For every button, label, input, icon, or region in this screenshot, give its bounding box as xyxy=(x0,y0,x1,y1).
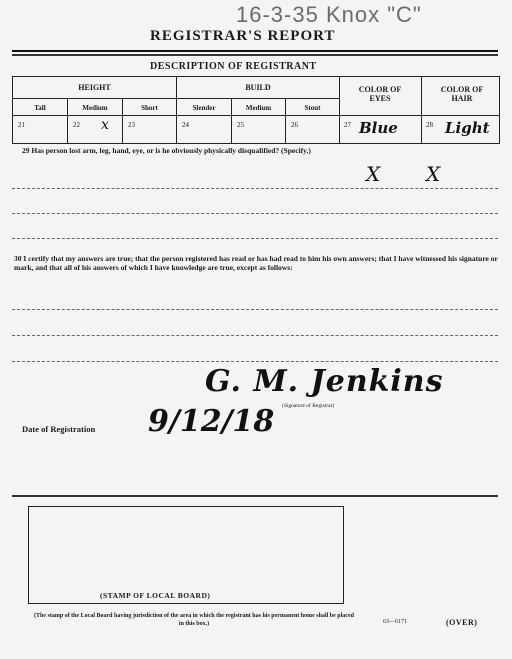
col-medium-build: Medium xyxy=(245,104,272,112)
eyes-header: COLOR OF EYES xyxy=(358,85,402,103)
description-table xyxy=(12,76,500,144)
col-short: Short xyxy=(141,104,158,112)
q29-mark-1: X xyxy=(366,162,381,186)
answer-line xyxy=(12,238,498,239)
answer-line xyxy=(12,309,498,310)
field-number: 26 xyxy=(291,121,298,129)
hair-header: COLOR OF HAIR xyxy=(440,85,484,103)
page-title: REGISTRAR'S REPORT xyxy=(150,28,336,44)
col-stout: Stout xyxy=(304,104,321,112)
table-divider xyxy=(13,98,339,99)
date-label: Date of Registration xyxy=(22,424,96,434)
registrar-signature: G. M. Jenkins xyxy=(205,364,444,399)
medium-height-mark: x xyxy=(101,117,109,133)
stamp-footnote: (The stamp of the Local Board having jurisdiction of the area in which the registrant has his permanent home shall be placed in this box.) xyxy=(34,613,354,627)
answer-line xyxy=(12,361,498,362)
signature-caption: (Signature of Registrar) xyxy=(282,403,335,409)
local-board-stamp-box xyxy=(28,506,344,604)
height-header: HEIGHT xyxy=(78,83,111,92)
table-divider xyxy=(13,115,499,116)
question-29: 29 Has person lost arm, leg, hand, eye, or is he obviously physically disqualified? (Specify.) xyxy=(22,146,311,155)
field-number: 23 xyxy=(128,121,135,129)
stamp-label: (STAMP OF LOCAL BOARD) xyxy=(100,591,211,600)
file-stamp: 16-3-35 Knox "C" xyxy=(236,2,422,27)
divider xyxy=(12,50,498,52)
section-title: DESCRIPTION OF REGISTRANT xyxy=(150,61,317,72)
field-number: 22 xyxy=(73,121,80,129)
answer-line xyxy=(12,188,498,189)
field-number: 27 xyxy=(344,121,351,129)
form-number: 63—6171 xyxy=(383,619,407,625)
table-divider xyxy=(339,77,340,143)
divider xyxy=(12,54,498,56)
answer-line xyxy=(12,213,498,214)
question-30: 30 I certify that my answers are true; that the person registered has read or has had read to him his own answers; that I have witnessed his signature or mark, and that all of his answers of which I have knowledge are true, except as follows: xyxy=(14,254,498,272)
build-header: BUILD xyxy=(245,83,271,92)
answer-line xyxy=(12,335,498,336)
over-label: (OVER) xyxy=(446,618,478,627)
eye-color-value: Blue xyxy=(359,119,398,137)
field-number: 25 xyxy=(237,121,244,129)
registration-date: 9/12/18 xyxy=(148,404,275,439)
q29-mark-2: X xyxy=(426,162,441,186)
field-number: 24 xyxy=(182,121,189,129)
field-number: 28 xyxy=(426,121,433,129)
table-divider xyxy=(421,77,422,143)
col-slender: Slender xyxy=(192,104,216,112)
field-number: 21 xyxy=(18,121,25,129)
col-medium-height: Medium xyxy=(82,104,108,112)
divider xyxy=(12,495,498,497)
hair-color-value: Light xyxy=(445,119,490,137)
col-tall: Tall xyxy=(34,104,46,112)
